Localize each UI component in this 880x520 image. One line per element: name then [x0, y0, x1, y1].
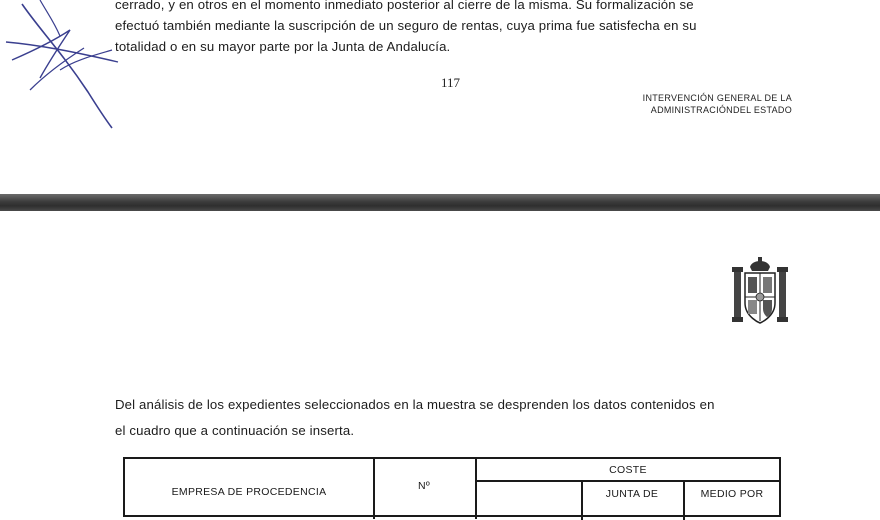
intro-paragraph [115, 394, 780, 441]
subheader-junta: JUNTA DE [605, 488, 659, 500]
table-divider [581, 480, 583, 520]
data-table [123, 457, 781, 517]
header-line: ADMINISTRACIÓNDEL ESTADO [650, 105, 792, 115]
text-line: totalidad o en su mayor parte por la Junta de Andalucía. [115, 39, 451, 54]
page-number: 117 [441, 75, 461, 90]
column-header-coste: COSTE [609, 464, 647, 476]
handwritten-signature [0, 0, 130, 135]
column-header-empresa: EMPRESA DE PROCEDENCIA [171, 486, 327, 498]
table-divider [683, 480, 685, 520]
previous-page [0, 0, 880, 194]
body-paragraph [115, 0, 780, 57]
text-line: efectuó también mediante la suscripción de un seguro de rentas, cuya prima fue satisfecha en su [115, 18, 697, 33]
table-divider [475, 480, 781, 482]
header-line: INTERVENCIÓN GENERAL DE LA [642, 93, 792, 103]
text-line: el cuadro que a continuación se inserta. [115, 423, 355, 438]
text-line: cerrado, y en otros en el momento inmediato posterior al cierre de la misma. Su formalización se [115, 0, 694, 12]
current-page [0, 211, 880, 495]
page-separator [0, 194, 880, 211]
coat-of-arms-icon [728, 257, 792, 331]
column-header-numero: Nº [417, 480, 431, 492]
institution-header [643, 92, 792, 116]
subheader-medio: MEDIO POR [700, 488, 764, 500]
text-line: Del análisis de los expedientes seleccionados en la muestra se desprenden los datos contenidos en [115, 397, 715, 412]
